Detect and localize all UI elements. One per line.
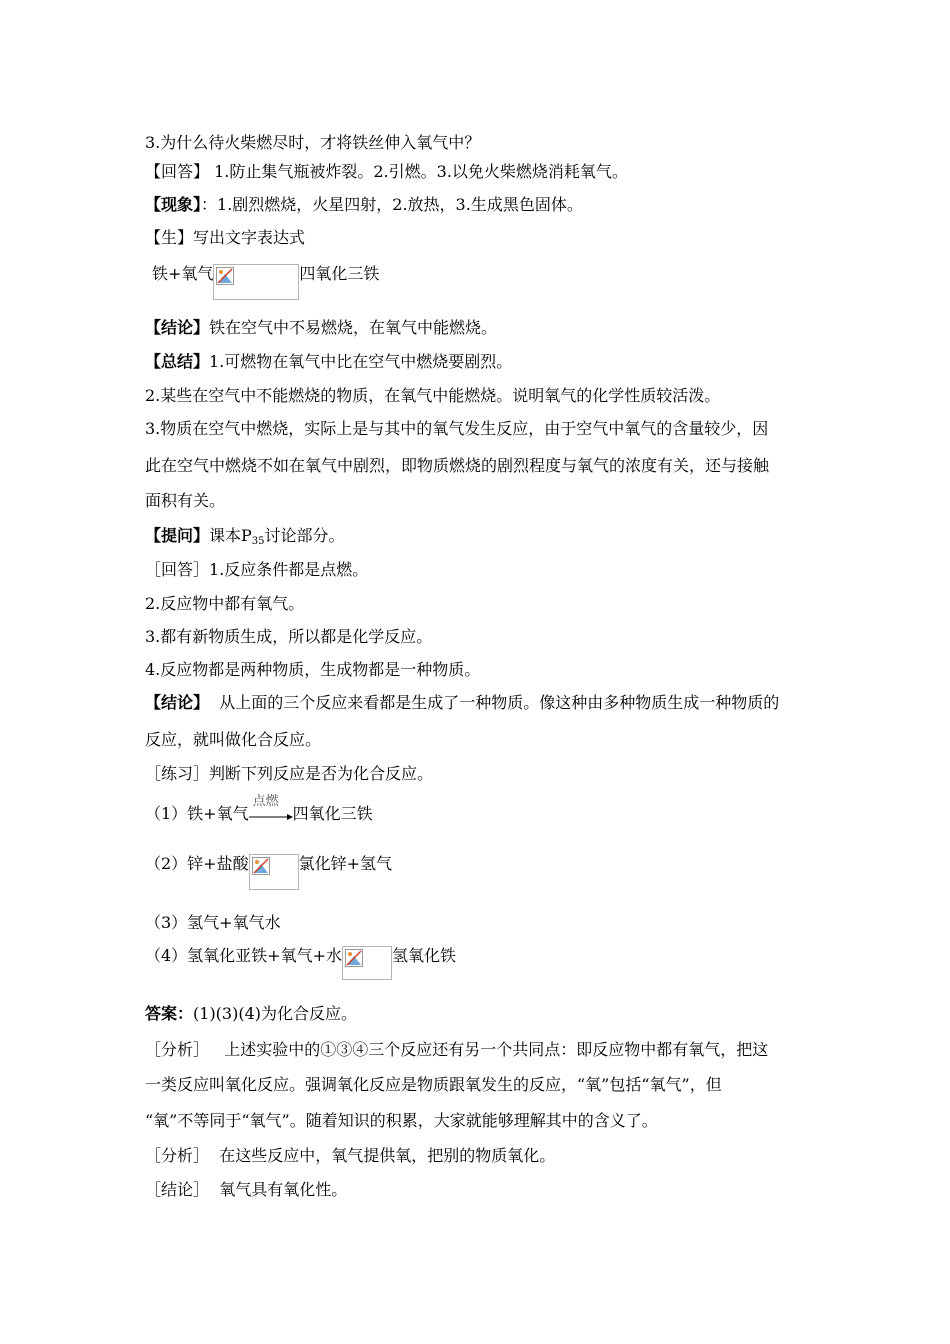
broken-image-icon xyxy=(213,264,299,300)
exercise-2: （2）锌+盐酸 氯化锌+氢气 xyxy=(145,854,392,890)
broken-image-icon xyxy=(342,946,392,980)
analysis-2: ［分析］ 在这些反应中，氧气提供氧，把别的物质氧化。 xyxy=(145,1146,556,1165)
summary-2: 2.某些在空气中不能燃烧的物质，在氧气中能燃烧。说明氧气的化学性质较活泼。 xyxy=(145,386,721,405)
question-3: 3.为什么待火柴燃尽时，才将铁丝伸入氧气中？ xyxy=(145,133,481,152)
reply-4: 4.反应物都是两种物质，生成物都是一种物质。 xyxy=(145,660,481,679)
conclusion-2b: 反应，就叫做化合反应。 xyxy=(145,730,322,749)
summary-1: 【总结】1.可燃物在氧气中比在空气中燃烧要剧烈。 xyxy=(145,352,513,371)
word-equation-iron: 铁+氧气 四氧化三铁 xyxy=(152,264,379,300)
reply-2: 2.反应物中都有氧气。 xyxy=(145,594,305,613)
analysis-1a: ［分析］ 上述实验中的①③④三个反应还有另一个共同点：即反应物中都有氧气，把这 xyxy=(145,1040,769,1059)
student-line: 【生】写出文字表达式 xyxy=(145,228,306,247)
exercise-1: （1）铁+氧气 点燃 四氧化三铁 xyxy=(145,794,373,823)
ask-line: 【提问】课本$P_{35}$讨论部分。 xyxy=(145,526,345,547)
exercise-4: （4）氢氧化亚铁+氧气+水 氢氧化铁 xyxy=(145,946,456,982)
practice-line: ［练习］判断下列反应是否为化合反应。 xyxy=(145,764,434,783)
conclusion-1: 【结论】铁在空气中不易燃烧，在氧气中能燃烧。 xyxy=(145,318,498,337)
summary-3b: 此在空气中燃烧不如在氧气中剧烈，即物质燃烧的剧烈程度与氧气的浓度有关，还与接触 xyxy=(145,456,770,475)
summary-3a: 3.物质在空气中燃烧，实际上是与其中的氧气发生反应，由于空气中氧气的含量较少，因 xyxy=(145,419,769,438)
exercise-3: （3）氢气+氧气水 xyxy=(145,913,281,932)
reply-3: 3.都有新物质生成，所以都是化学反应。 xyxy=(145,627,433,646)
answer-line: 【回答】 1.防止集气瓶被炸裂。2.引燃。3.以免火柴燃烧消耗氧气。 xyxy=(145,162,628,181)
reaction-arrow: 点燃 xyxy=(249,804,293,824)
summary-3c: 面积有关。 xyxy=(145,491,226,510)
answer-key: 答案：(1)(3)(4)为化合反应。 xyxy=(145,1004,358,1023)
analysis-1b: 一类反应叫氧化反应。强调氧化反应是物质跟氧发生的反应，“氧”包括“氧气”，但 xyxy=(145,1075,722,1094)
reply-1: ［回答］1.反应条件都是点燃。 xyxy=(145,560,369,579)
broken-image-icon xyxy=(249,854,299,890)
conclusion-3: ［结论］ 氧气具有氧化性。 xyxy=(145,1180,348,1199)
phenomenon-line: 【现象】：1.剧烈燃烧，火星四射，2.放热，3.生成黑色固体。 xyxy=(145,195,583,214)
conclusion-2a: 【结论】 从上面的三个反应来看都是生成了一种物质。像这种由多种物质生成一种物质的 xyxy=(145,693,780,712)
analysis-1c: “氧”不等同于“氧气”。随着知识的积累，大家就能够理解其中的含义了。 xyxy=(145,1111,658,1130)
